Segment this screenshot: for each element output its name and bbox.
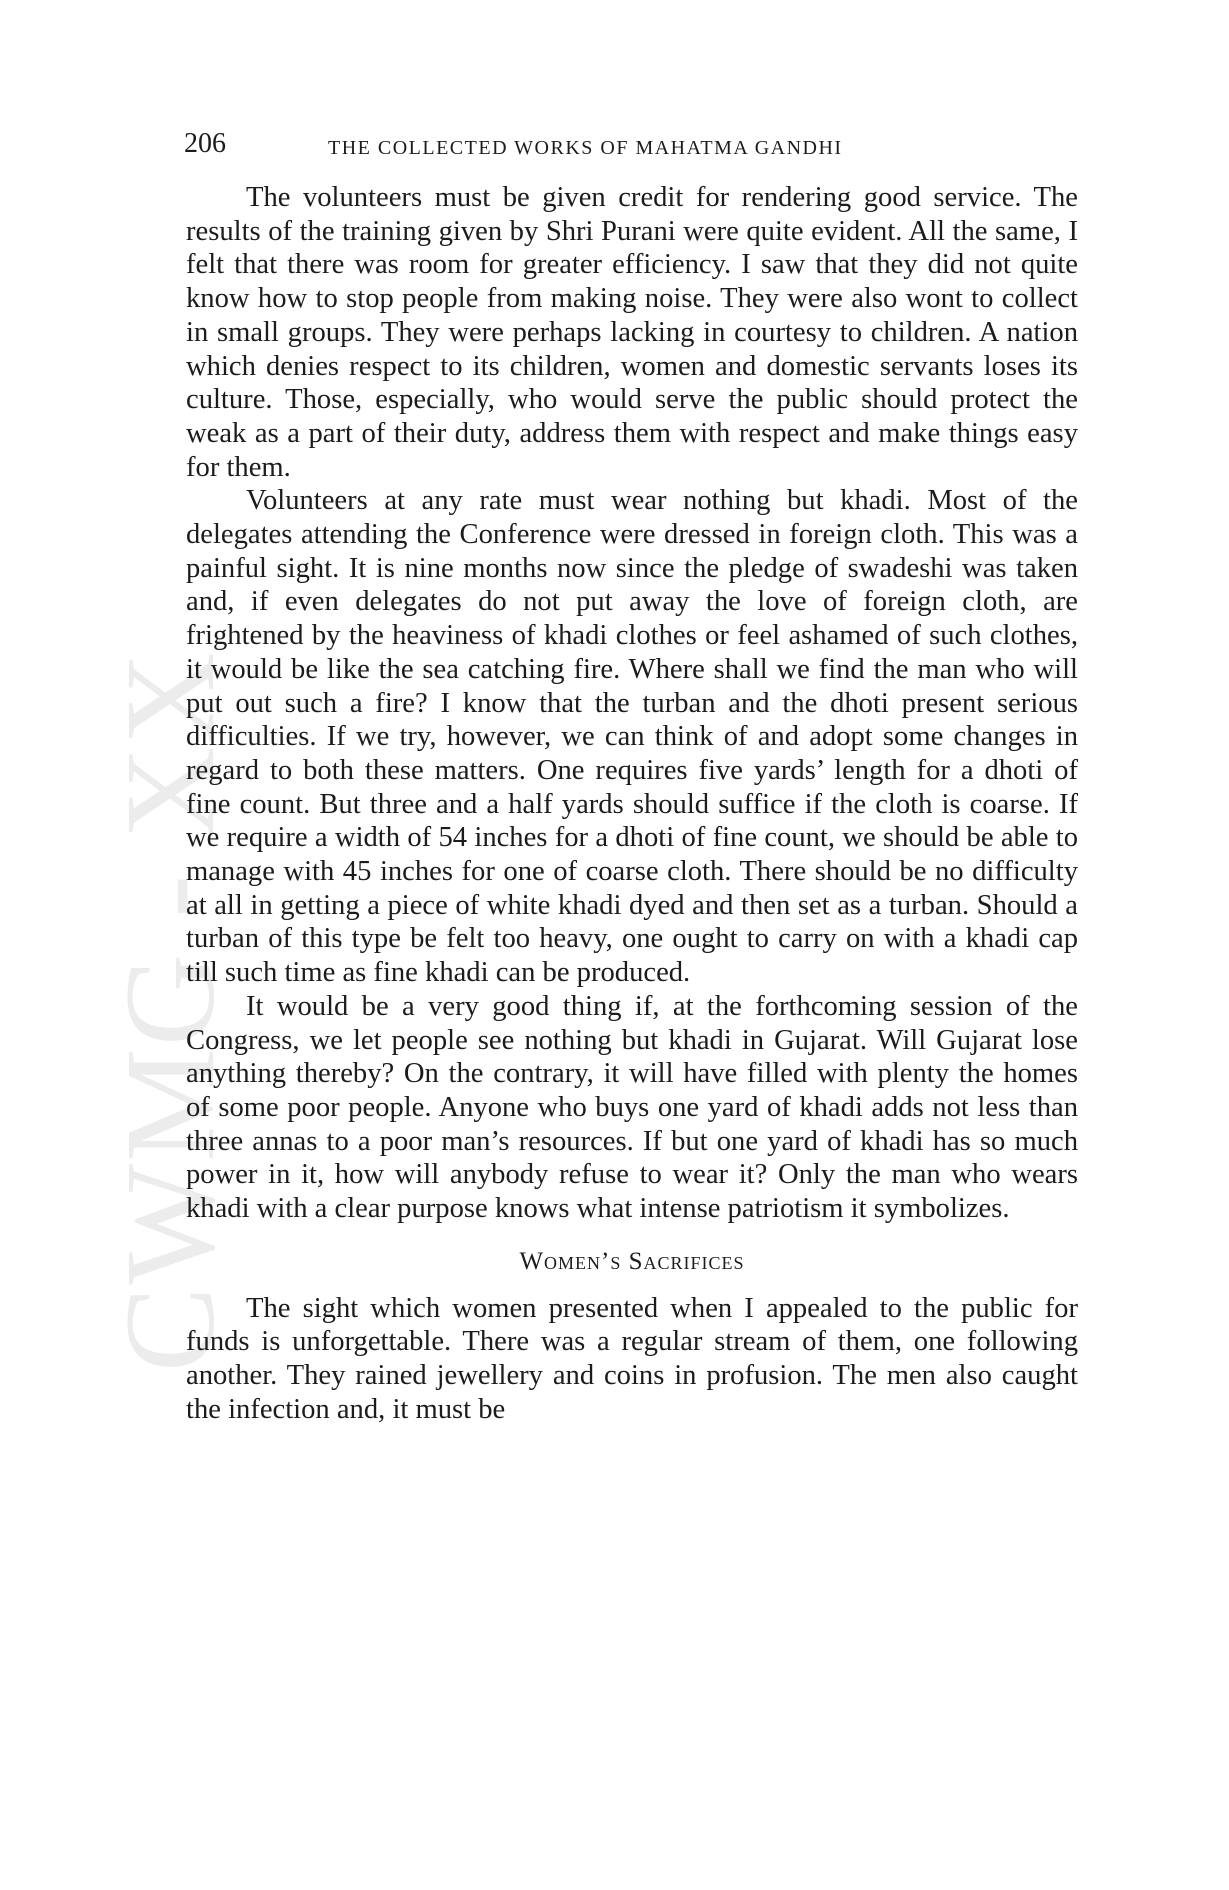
page-number: 206 (184, 128, 226, 159)
paragraph: The volunteers must be given credit for rendering good service. The results of the training given by Shri Purani were quite evident. All the same, I felt that there was room for greater efficiency. I saw that they did not quite know how to stop people from making noise. They were also wont to collect in small groups. They were perhaps lacking in courtesy to children. A nation which denies respect to its children, women and domestic servants loses its culture. Those, especially, who would serve the public should protect the weak as a part of their duty, address them with respect and make things easy for them. (186, 182, 1078, 483)
paragraph: It would be a very good thing if, at the forthcoming session of the Congress, we let people see nothing but khadi in Gujarat. Will Gujarat lose anything thereby? On the contrary, it will have filled with plenty the homes of some poor people. Anyone who buys one yard of khadi adds not less than three annas to a poor man’s resources. If but one yard of khadi has so much power in it, how will anybody refuse to wear it? Only the man who wears khadi with a clear purpose knows what intense patriotism it symbolizes. (186, 990, 1078, 1225)
body-text (186, 181, 1078, 1426)
section-heading: Women’s Sacrifices (519, 1247, 745, 1275)
running-title: THE COLLECTED WORKS OF MAHATMA GANDHI (328, 137, 843, 159)
watermark: CWMG - XX (99, 650, 241, 1372)
page-header (184, 128, 1080, 168)
paragraph: Volunteers at any rate must wear nothing but khadi. Most of the delegates attending the Conference were dressed in foreign cloth. This was a painful sight. It is nine months now since the pledge of swadeshi was taken and, if even delegates do not put away the love of foreign cloth, are frightened by the heaviness of khadi clothes or feel ashamed of such clothes, it would be like the sea catching fire. Where shall we find the man who will put out such a fire? I know that the turban and the dhoti present serious difficulties. If we try, however, we can think of and adopt some changes in regard to both these matters. One requires five yards’ length for a dhoti of fine count. But three and a half yards should suffice if the cloth is coarse. If we require a width of 54 inches for a dhoti of fine count, we should be able to manage with 45 inches for one of coarse cloth. There should be no difficulty at all in getting a piece of white khadi dyed and then set as a turban. Should a turban of this type be felt too heavy, one ought to carry on with a khadi cap till such time as fine khadi can be produced. (186, 485, 1078, 989)
paragraph: The sight which women presented when I appealed to the public for funds is unforgettable. There was a regular stream of them, one following another. They rained jewellery and coins in profusion. The men also caught the infection and, it must be (186, 1292, 1078, 1425)
